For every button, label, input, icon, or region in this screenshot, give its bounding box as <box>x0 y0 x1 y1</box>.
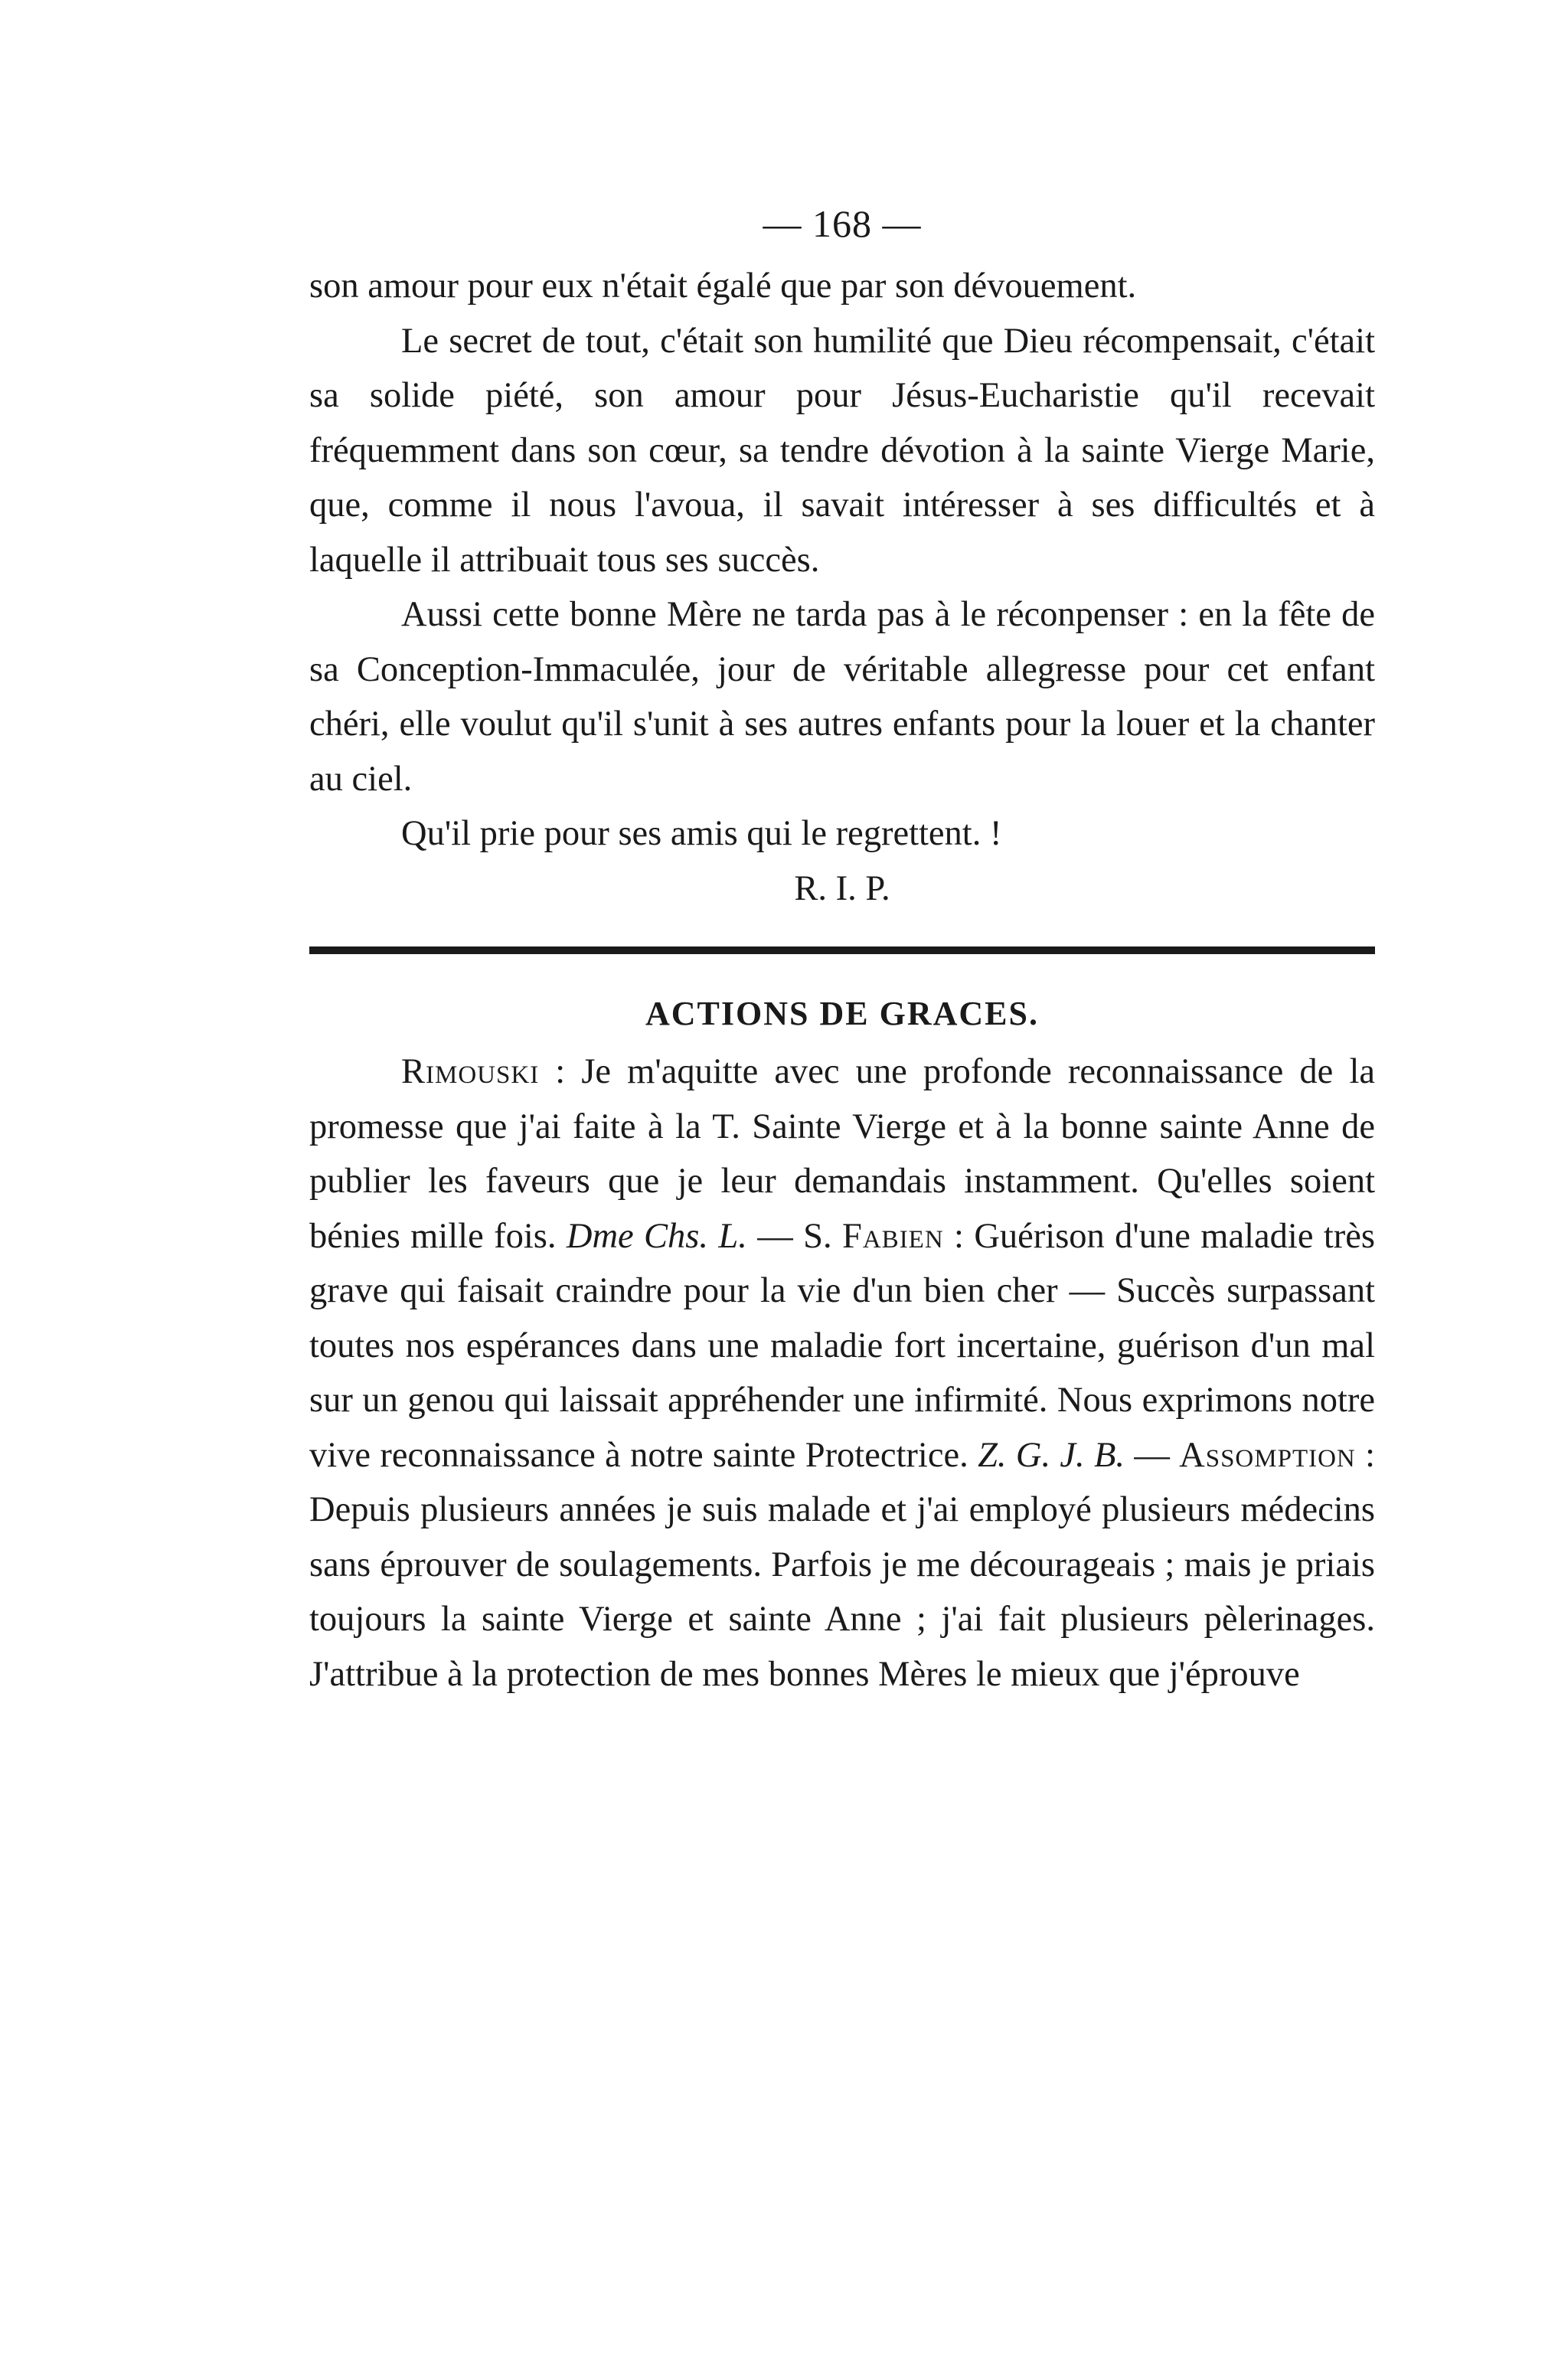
separator-2: — <box>1125 1435 1180 1475</box>
grace-text-assomption: : Depuis plusieurs années je suis malade et j'ai employé plusieurs médecins sans éprouver de soulagements. Parfois je me décourageais ; mais je priais toujours la sainte Vierge et sainte Anne ; j'ai fait plusieurs pèlerinages. J'attribue à la protection de mes bonnes Mères le mieux que j'éprouve <box>309 1435 1376 1694</box>
paragraph-reward: Aussi cette bonne Mère ne tarda pas à le réconpenser : en la fête de sa Conception-Immaculée, jour de véritable allegresse pour cet enfant chéri, elle voulut qu'il s'unit à ses autres enfants pour la louer et la chanter au ciel. <box>309 595 1375 799</box>
section-title: ACTIONS DE GRACES. <box>645 995 1039 1032</box>
separator-1: — S. <box>746 1216 842 1256</box>
page-number: — 168 — <box>763 202 922 245</box>
place-rimouski: Rimouski <box>401 1052 540 1091</box>
signature-rimouski: Dme Chs. L. <box>566 1216 747 1256</box>
place-assomption: Assomption <box>1179 1435 1356 1475</box>
rip-signoff: R. I. P. <box>794 868 890 908</box>
place-fabien: Fabien <box>841 1216 944 1256</box>
grace-text-fabien: : Guérison d'une maladie très grave qui faisait craindre pour la vie d'un bien cher — Succès surpassant toutes nos espérances dans une maladie fort incertaine, guérison d'un mal sur un genou qui laissait appréhender une infirmité. Nous exprimons notre vive reconnaissance à notre sainte Protectrice. <box>309 1216 1375 1475</box>
paragraph-humility: Le secret de tout, c'était son humilité que Dieu récompensait, c'était sa solide piété, son amour pour Jésus-Eucharistie qu'il recevait fréquemment dans son cœur, sa tendre dévotion à la sainte Vierge Marie, que, comme il nous l'avoua, il savait intéresser à ses difficultés et à laquelle il attribuait tous ses succès. <box>309 321 1375 580</box>
signature-fabien: Z. G. J. B. <box>978 1435 1125 1475</box>
paragraph-prayer: Qu'il prie pour ses amis qui le regrettent. ! <box>401 814 1002 853</box>
grace-text-rimouski: : Je m'aquitte avec une profonde reconnaissance de la promesse que j'ai faite à la T. Sainte Vierge et à la bonne sainte Anne de publier les faveurs que je leur demandais instamment. Qu'elles soient bénies mille fois. <box>309 1052 1375 1256</box>
page <box>309 199 1375 1702</box>
graces-paragraph <box>309 1045 1375 1702</box>
paragraph-continuation: son amour pour eux n'était égalé que par son dévouement. <box>309 266 1137 306</box>
section-divider <box>309 946 1375 954</box>
